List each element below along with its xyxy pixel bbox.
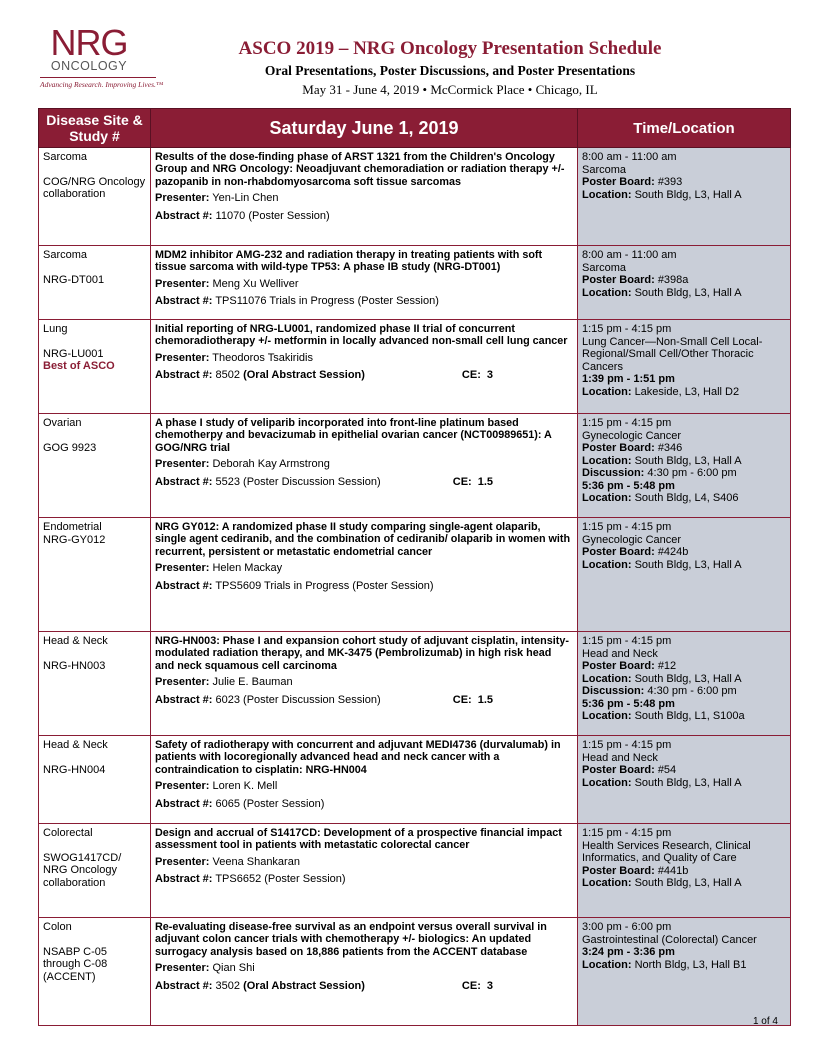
oral-time: 1:39 pm - 1:51 pm: [582, 373, 675, 385]
session-name: Sarcoma: [582, 163, 627, 176]
presentation-title: Initial reporting of NRG-LU001, randomized phase II trial of concurrent chemoradiotherapy +/- metformin in locally advanced non-small cell lung cancer: [155, 323, 568, 348]
location: South Bldg, L3, Hall A: [634, 454, 742, 467]
ce-value: 3: [486, 369, 493, 382]
time-location-cell: [578, 148, 791, 246]
ce-value: 3: [486, 979, 493, 992]
location-label: Location:: [582, 558, 632, 571]
abstract-number: 11070 (Poster Session): [215, 209, 330, 222]
abstract-number: TPS5609 Trials in Progress (Poster Session): [215, 579, 434, 592]
presentation-cell: [151, 320, 578, 414]
poster-board-label: Poster Board:: [582, 764, 655, 776]
abstract-label: Abstract #:: [155, 295, 213, 308]
session-time: 3:00 pm - 6:00 pm: [582, 921, 672, 933]
location: South Bldg, L3, Hall A: [634, 672, 742, 685]
presenter-label: Presenter:: [155, 192, 210, 205]
table-row: [39, 246, 791, 320]
discussion-slot: 5:36 pm - 5:48 pm: [582, 697, 675, 710]
session-time: 1:15 pm - 4:15 pm: [582, 827, 672, 839]
site-cell: [39, 518, 151, 632]
presentation-title: A phase I study of veliparib incorporated into front-line platinum based chemotherpy and bevacizumab in epithelial ovarian cancer (NCT00989651): A GOG/NRG trial: [155, 417, 552, 454]
table-row: [39, 736, 791, 824]
study-number: NRG-HN003: [43, 659, 106, 672]
session-time: 1:15 pm - 4:15 pm: [582, 635, 672, 647]
discussion-location: South Bldg, L1, S100a: [634, 710, 745, 722]
table-row: [39, 414, 791, 518]
presenter-name: Yen-Lin Chen: [212, 192, 279, 205]
session-name: Head and Neck: [582, 751, 658, 764]
site-cell: [39, 918, 151, 1026]
session-time: 8:00 am - 11:00 am: [582, 249, 677, 261]
logo-tagline: Advancing Research. Improving Lives.™: [40, 80, 164, 89]
location-label: Location:: [582, 776, 632, 789]
site-cell: [39, 148, 151, 246]
disease-site: Colorectal: [43, 827, 93, 839]
header-day: Saturday June 1, 2019: [151, 109, 578, 148]
poster-board-label: Poster Board:: [582, 442, 655, 454]
presenter-label: Presenter:: [155, 277, 210, 290]
poster-board: #346: [657, 442, 683, 454]
table-row: [39, 518, 791, 632]
poster-board-label: Poster Board:: [582, 274, 655, 286]
session-name: Gynecologic Cancer: [582, 533, 682, 546]
event-dates: May 31 - June 4, 2019 • McCormick Place • Chicago, IL: [302, 82, 598, 97]
time-location-cell: [578, 736, 791, 824]
presentation-title: MDM2 inhibitor AMG-232 and radiation therapy in treating patients with soft tissue sarcoma with wild-type TP53: A phase IB study (NRG-DT001): [155, 249, 543, 274]
presentation-cell: [151, 736, 578, 824]
table-row: [39, 148, 791, 246]
location-label: Location:: [582, 188, 632, 201]
location-label: Location:: [582, 958, 632, 971]
site-cell: [39, 824, 151, 918]
presenter-label: Presenter:: [155, 962, 210, 975]
location: Lakeside, L3, Hall D2: [634, 385, 740, 398]
disease-site: Ovarian: [43, 417, 82, 429]
location: South Bldg, L3, Hall A: [634, 286, 742, 299]
ce-label: CE:: [461, 369, 481, 382]
abstract-number: 6065 (Poster Session): [215, 797, 325, 810]
abstract-number: 8502: [215, 369, 241, 382]
disease-site: Lung: [43, 323, 68, 335]
table-row: [39, 918, 791, 1026]
abstract-label: Abstract #:: [155, 475, 213, 488]
presenter-name: Veena Shankaran: [212, 855, 300, 868]
presentation-cell: [151, 824, 578, 918]
ce-value: 1.5: [477, 693, 493, 706]
session-time: 8:00 am - 11:00 am: [582, 151, 677, 163]
time-location-cell: [578, 632, 791, 736]
location-label: Location:: [582, 454, 632, 467]
table-header-row: [39, 109, 791, 148]
presenter-name: Theodoros Tsakiridis: [212, 351, 313, 364]
abstract-label: Abstract #:: [155, 579, 213, 592]
study-number: COG/NRG Oncology collaboration: [43, 175, 146, 200]
ce-value: 1.5: [477, 475, 493, 488]
location-label: Location:: [582, 492, 632, 504]
poster-board-label: Poster Board:: [582, 864, 655, 877]
site-cell: [39, 736, 151, 824]
discussion-label: Discussion:: [582, 467, 645, 479]
presentation-title: Re-evaluating disease-free survival as an endpoint versus overall survival in adjuvant colon cancer trials with chemotherapy +/- biologics: An updated surrogacy analysis based on 18,886 patients from the ACCENT database: [155, 921, 547, 958]
discussion-slot: 5:36 pm - 5:48 pm: [582, 479, 675, 492]
presenter-name: Deborah Kay Armstrong: [212, 458, 330, 471]
session-time: 1:15 pm - 4:15 pm: [582, 521, 672, 533]
presenter-name: Loren K. Mell: [212, 780, 278, 793]
location: South Bldg, L3, Hall A: [634, 188, 742, 201]
location: South Bldg, L3, Hall A: [634, 877, 742, 889]
nrg-oncology-logo: [40, 22, 164, 89]
poster-board: #398a: [657, 274, 689, 286]
location-label: Location:: [582, 286, 632, 299]
header-time: Time/Location: [578, 109, 791, 148]
presenter-name: Helen Mackay: [212, 562, 283, 575]
presentation-title: Design and accrual of S1417CD: Development of a prospective financial impact assessment tool in patients with metastatic colorectal cancer: [155, 827, 562, 852]
presenter-name: Qian Shi: [212, 962, 255, 975]
poster-board: #12: [657, 660, 677, 672]
presenter-label: Presenter:: [155, 351, 210, 364]
abstract-number: 5523 (Poster Discussion Session): [215, 475, 381, 488]
study-number: NRG-LU001: [43, 347, 104, 360]
abstract-label: Abstract #:: [155, 873, 213, 886]
study-number: NRG-HN004: [43, 763, 106, 776]
presenter-label: Presenter:: [155, 855, 210, 868]
oral-time: 3:24 pm - 3:36 pm: [582, 946, 675, 958]
location-label: Location:: [582, 385, 632, 398]
study-number: NSABP C-05 through C-08 (ACCENT): [43, 945, 108, 983]
poster-board-label: Poster Board:: [582, 176, 655, 188]
disease-site: Colon: [43, 921, 72, 933]
session-name: Health Services Research, Clinical Informatics, and Quality of Care: [582, 839, 751, 864]
table-row: [39, 824, 791, 918]
abstract-label: Abstract #:: [155, 979, 213, 992]
abstract-number: TPS6652 (Poster Session): [215, 873, 346, 886]
abstract-number: 3502: [215, 979, 241, 992]
presenter-name: Meng Xu Welliver: [212, 277, 299, 290]
poster-board: #441b: [657, 864, 689, 877]
presentation-cell: [151, 518, 578, 632]
abstract-number: 6023 (Poster Discussion Session): [215, 693, 381, 706]
session-name: Lung Cancer—Non-Small Cell Local-Regional/Small Cell/Other Thoracic Cancers: [582, 335, 763, 373]
time-location-cell: [578, 518, 791, 632]
discussion-time: 4:30 pm - 6:00 pm: [647, 467, 737, 479]
disease-site: Head & Neck: [43, 635, 108, 647]
location: North Bldg, L3, Hall B1: [634, 958, 747, 971]
session-name: Gastrointestinal (Colorectal) Cancer: [582, 933, 757, 946]
discussion-location: South Bldg, L4, S406: [634, 492, 739, 504]
poster-board-label: Poster Board:: [582, 660, 655, 672]
presentation-cell: [151, 632, 578, 736]
presentation-cell: [151, 148, 578, 246]
page-subtitle: Oral Presentations, Poster Discussions, and Poster Presentations: [264, 63, 636, 78]
presentation-cell: [151, 246, 578, 320]
best-of-asco-badge: Best of ASCO: [43, 360, 115, 372]
presentation-title: NRG-HN003: Phase I and expansion cohort study of adjuvant cisplatin, intensity-modulated radiation therapy, and MK-3475 (Pembrolizumab) in high risk head and neck squamous cell carcinoma: [155, 635, 569, 672]
presentation-title: Safety of radiotherapy with concurrent and adjuvant MEDI4736 (durvalumab) in patients with locoregionally advanced head and neck cancer with a contraindication to cisplatin: NRG-HN004: [155, 739, 561, 776]
presenter-label: Presenter:: [155, 562, 210, 575]
abstract-label: Abstract #:: [155, 797, 213, 810]
session-time: 1:15 pm - 4:15 pm: [582, 739, 672, 751]
ce-label: CE:: [461, 979, 481, 992]
site-cell: [39, 246, 151, 320]
location-label: Location:: [582, 710, 632, 722]
location: South Bldg, L3, Hall A: [634, 776, 742, 789]
poster-board: #393: [657, 176, 683, 188]
presenter-label: Presenter:: [155, 676, 210, 689]
poster-board: #54: [657, 764, 677, 776]
session-name: Head and Neck: [582, 647, 658, 660]
table-row: [39, 320, 791, 414]
logo-sub: ONCOLOGY: [50, 59, 128, 73]
ce-label: CE:: [452, 693, 472, 706]
session-name: Sarcoma: [582, 261, 627, 274]
abstract-session: (Oral Abstract Session): [243, 979, 365, 992]
abstract-label: Abstract #:: [155, 369, 213, 382]
study-number: NRG-DT001: [43, 273, 105, 286]
study-number: SWOG1417CD/ NRG Oncology collaboration: [43, 851, 122, 889]
location-label: Location:: [582, 877, 632, 889]
abstract-label: Abstract #:: [155, 209, 213, 222]
logo-main: NRG: [50, 22, 128, 63]
abstract-session: (Oral Abstract Session): [243, 369, 365, 382]
time-location-cell: [578, 414, 791, 518]
site-cell: [39, 320, 151, 414]
discussion-time: 4:30 pm - 6:00 pm: [647, 685, 737, 697]
disease-site: Sarcoma: [43, 249, 88, 261]
time-location-cell: [578, 246, 791, 320]
page-title: ASCO 2019 – NRG Oncology Presentation Schedule: [238, 38, 662, 59]
presentation-title: NRG GY012: A randomized phase II study comparing single-agent olaparib, single agent cediranib, and the combination of cediranib/ olaparib in women with recurrent, persistent or metastatic endometrial cancer: [155, 521, 571, 558]
presentation-cell: [151, 918, 578, 1026]
presenter-label: Presenter:: [155, 780, 210, 793]
ce-label: CE:: [452, 475, 472, 488]
time-location-cell: [578, 918, 791, 1026]
schedule-table: [38, 108, 791, 1026]
presentation-title: Results of the dose-finding phase of ARST 1321 from the Children's Oncology Group and NRG Oncology: Neoadjuvant chemoradiation or radiation therapy +/- pazopanib in non-rhabdomyosarcoma soft tissue sarcomas: [155, 151, 565, 188]
poster-board: #424b: [657, 546, 689, 558]
poster-board-label: Poster Board:: [582, 546, 655, 558]
session-time: 1:15 pm - 4:15 pm: [582, 323, 672, 335]
session-time: 1:15 pm - 4:15 pm: [582, 417, 672, 429]
time-location-cell: [578, 320, 791, 414]
location-label: Location:: [582, 672, 632, 685]
study-number: NRG-GY012: [43, 533, 106, 546]
discussion-label: Discussion:: [582, 685, 645, 697]
time-location-cell: [578, 824, 791, 918]
site-cell: [39, 632, 151, 736]
session-name: Gynecologic Cancer: [582, 429, 682, 442]
logo-rule: [40, 77, 156, 78]
presentation-cell: [151, 414, 578, 518]
abstract-label: Abstract #:: [155, 693, 213, 706]
site-cell: [39, 414, 151, 518]
disease-site: Endometrial: [43, 521, 102, 533]
page-number: 1 of 4: [752, 1016, 778, 1027]
location: South Bldg, L3, Hall A: [634, 558, 742, 571]
disease-site: Head & Neck: [43, 739, 108, 751]
header-site: Disease Site & Study #: [39, 109, 151, 148]
study-number: GOG 9923: [43, 441, 97, 454]
presenter-label: Presenter:: [155, 458, 210, 471]
table-row: [39, 632, 791, 736]
abstract-number: TPS11076 Trials in Progress (Poster Session): [215, 295, 439, 308]
disease-site: Sarcoma: [43, 151, 88, 163]
presenter-name: Julie E. Bauman: [212, 676, 293, 689]
